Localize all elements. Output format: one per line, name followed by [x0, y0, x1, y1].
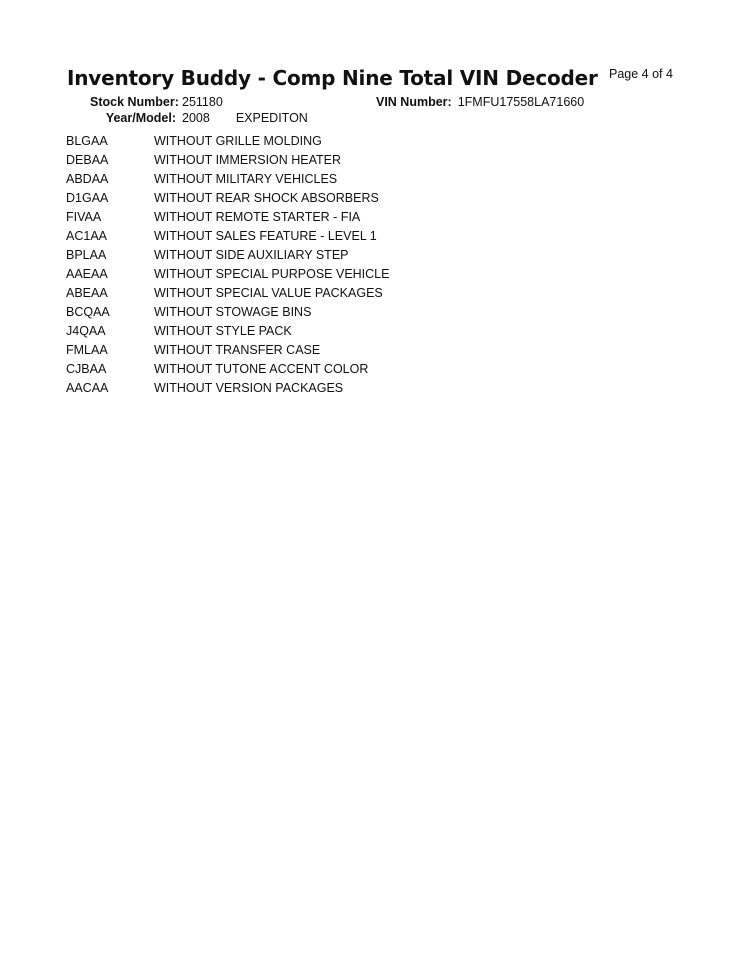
page-number: Page 4 of 4 — [609, 67, 673, 81]
year-model-row — [90, 111, 308, 125]
option-code: DEBAA — [66, 153, 109, 167]
stock-number-value: 251180 — [182, 95, 223, 109]
option-description: WITHOUT SPECIAL PURPOSE VEHICLE — [154, 267, 390, 281]
option-code: D1GAA — [66, 191, 109, 205]
option-description: WITHOUT GRILLE MOLDING — [154, 134, 322, 148]
year-value: 2008 — [182, 111, 210, 125]
option-description: WITHOUT IMMERSION HEATER — [154, 153, 342, 167]
option-description: WITHOUT REAR SHOCK ABSORBERS — [154, 191, 379, 205]
vin-row — [376, 95, 584, 109]
option-description: WITHOUT STOWAGE BINS — [154, 305, 312, 319]
option-code: BCQAA — [66, 305, 110, 319]
option-code-list — [66, 134, 389, 400]
option-code: ABEAA — [66, 286, 108, 300]
option-code: AC1AA — [66, 229, 107, 243]
list-item — [66, 153, 389, 172]
option-description: WITHOUT SIDE AUXILIARY STEP — [154, 248, 349, 262]
option-description: WITHOUT VERSION PACKAGES — [154, 381, 344, 395]
vin-label: VIN Number: — [376, 95, 452, 109]
list-item — [66, 324, 389, 343]
list-item — [66, 305, 389, 324]
option-code: AACAA — [66, 381, 109, 395]
option-description: WITHOUT SALES FEATURE - LEVEL 1 — [154, 229, 377, 243]
model-value: EXPEDITON — [235, 111, 308, 125]
option-code: CJBAA — [66, 362, 107, 376]
list-item — [66, 267, 389, 286]
option-code: FIVAA — [66, 210, 102, 224]
year-model-label: Year/Model: — [105, 111, 176, 125]
option-description: WITHOUT MILITARY VEHICLES — [154, 172, 338, 186]
option-code: BPLAA — [66, 248, 107, 262]
list-item — [66, 362, 389, 381]
option-description: WITHOUT SPECIAL VALUE PACKAGES — [154, 286, 383, 300]
report-title: Inventory Buddy - Comp Nine Total VIN Decoder — [67, 66, 598, 90]
list-item — [66, 381, 389, 400]
stock-number-label: Stock Number: — [90, 95, 179, 109]
option-code: FMLAA — [66, 343, 108, 357]
option-code: ABDAA — [66, 172, 109, 186]
list-item — [66, 210, 389, 229]
list-item — [66, 134, 389, 153]
stock-number-row — [90, 95, 223, 109]
list-item — [66, 286, 389, 305]
option-code: J4QAA — [66, 324, 106, 338]
option-code: AAEAA — [66, 267, 108, 281]
list-item — [66, 229, 389, 248]
option-code: BLGAA — [66, 134, 108, 148]
option-description: WITHOUT REMOTE STARTER - FIA — [154, 210, 361, 224]
list-item — [66, 248, 389, 267]
option-description: WITHOUT STYLE PACK — [154, 324, 292, 338]
option-description: WITHOUT TRANSFER CASE — [154, 343, 321, 357]
vin-value: 1FMFU17558LA71660 — [457, 95, 585, 109]
list-item — [66, 172, 389, 191]
option-description: WITHOUT TUTONE ACCENT COLOR — [154, 362, 369, 376]
list-item — [66, 191, 389, 210]
list-item — [66, 343, 389, 362]
